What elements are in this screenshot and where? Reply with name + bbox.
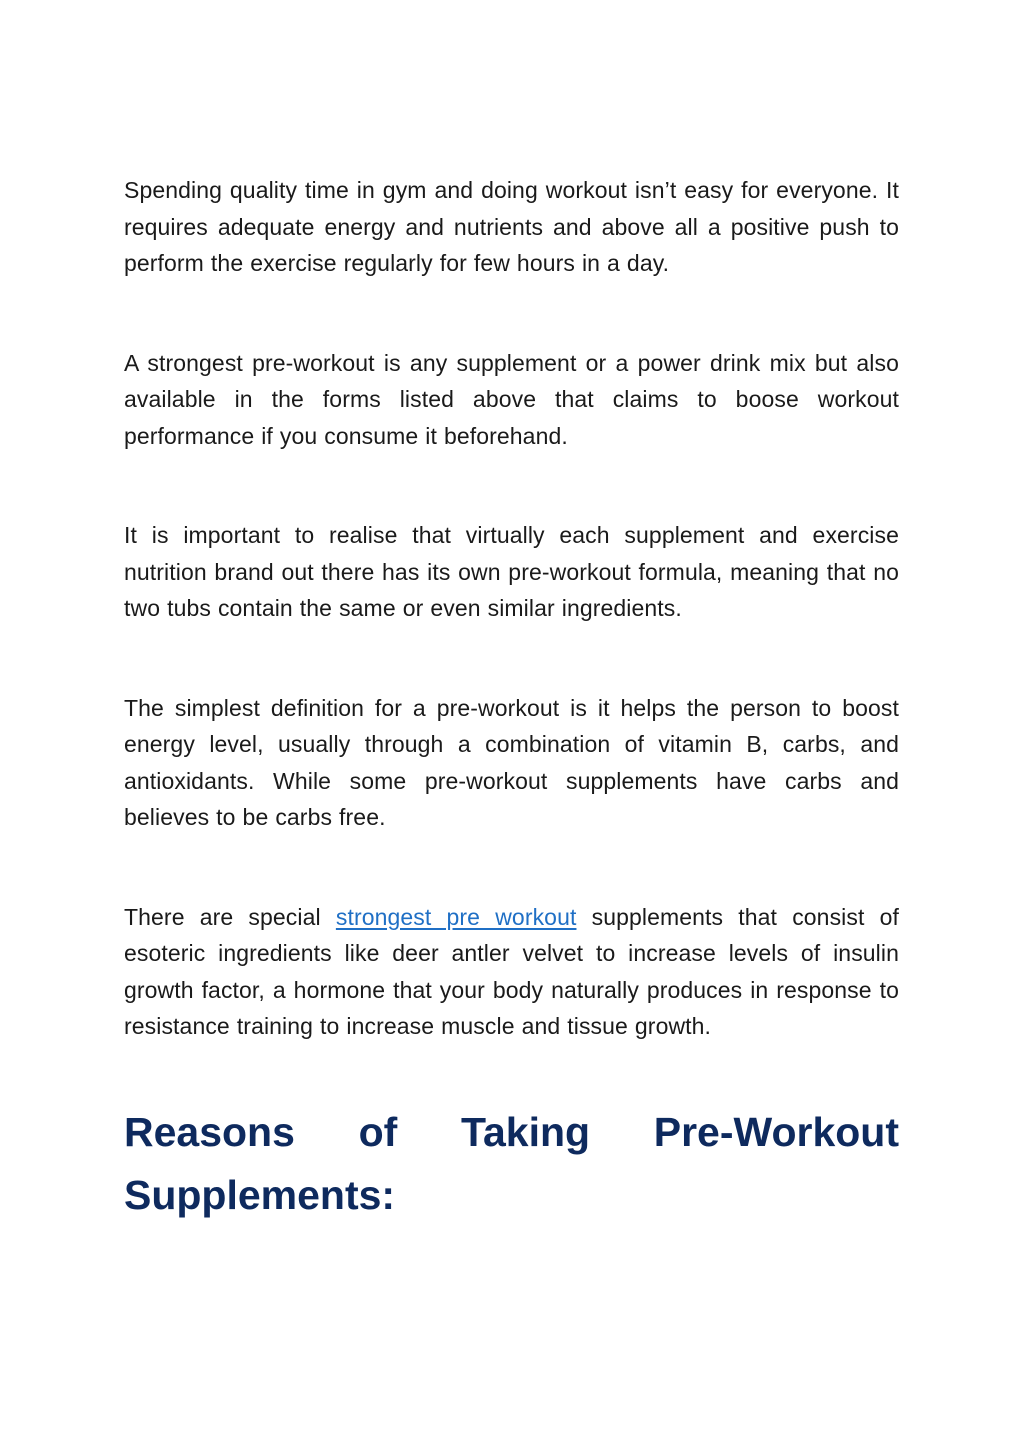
paragraph-special-supplements xyxy=(124,899,899,1045)
strongest-pre-workout-link[interactable]: strongest pre workout xyxy=(335,903,577,930)
paragraph-pre-workout-definition: A strongest pre-workout is any supplement or a power drink mix but also available in the forms listed above that claims to boose workout performance if you consume it beforehand. xyxy=(124,349,899,449)
section-heading xyxy=(124,1101,899,1227)
heading-word: Taking xyxy=(460,1108,591,1155)
paragraph-brand-formulas: It is important to realise that virtually each supplement and exercise nutrition brand out there has its own pre-workout formula, meaning that no two tubs contain the same or even similar ingredients. xyxy=(124,522,899,621)
heading-line-1 xyxy=(124,1101,899,1164)
document-page xyxy=(124,172,899,1227)
heading-word: Reasons xyxy=(124,1108,295,1155)
link-paragraph-after: supplements that consist of esoteric ingredients like deer antler velvet to increase levels of insulin growth factor, a hormone that your body naturally produces in response to resistance training to increase muscle and tissue growth. xyxy=(124,903,900,1039)
heading-word: Pre-Workout xyxy=(653,1108,899,1155)
link-paragraph-before: There are special xyxy=(124,903,336,930)
heading-line-2: Supplements: xyxy=(124,1171,396,1218)
heading-word: of xyxy=(358,1108,398,1155)
paragraph-gym-workout: Spending quality time in gym and doing workout isn’t easy for everyone. It requires adequate energy and nutrients and above all a positive push to perform the exercise regularly for few hours in a day. xyxy=(124,177,899,276)
paragraph-simplest-definition: The simplest definition for a pre-workout is it helps the person to boost energy level, usually through a combination of vitamin B, carbs, and antioxidants. While some pre-workout supplements have carbs and believes to be carbs free. xyxy=(124,694,899,830)
